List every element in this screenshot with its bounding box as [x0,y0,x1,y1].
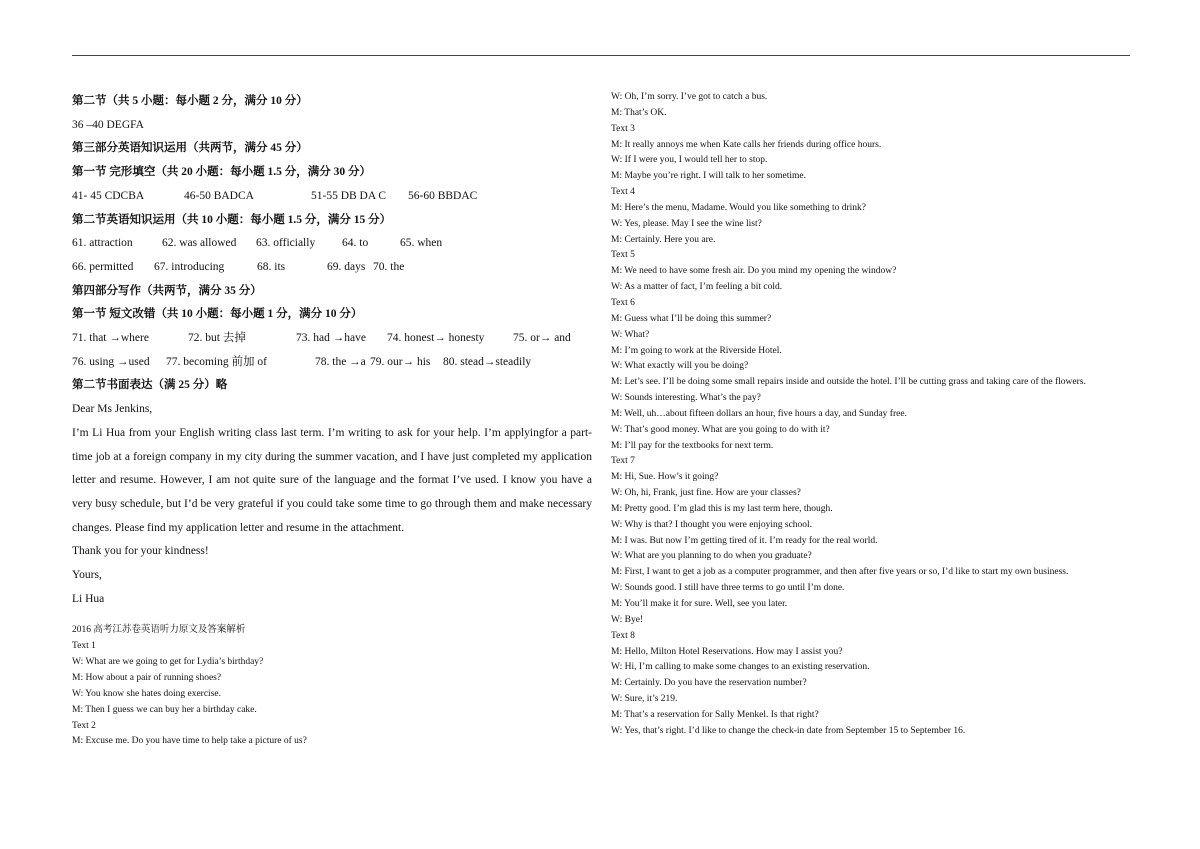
transcript-line: W: Hi, I’m calling to make some changes to an existing reservation. [611,662,870,673]
correction-row-1 [72,327,592,351]
grammar-title: 第二节英语知识运用（共 10 小题：每小题 1.5 分，满分 15 分） [72,213,392,226]
essay-title: 第二节书面表达（满 25 分）略 [72,379,228,392]
grammar-answer: 68. its [257,260,286,273]
correction-answer: 77. becoming 前加 of [166,355,267,368]
transcript-line: M: Excuse me. Do you have time to help take a picture of us? [72,736,307,747]
transcript-line: W: If I were you, I would tell her to stop. [611,155,768,166]
transcript-line: M: It really annoys me when Kate calls her friends during office hours. [611,139,882,150]
grammar-answer: 63. officially [256,237,316,250]
transcript-line: W: What? [611,329,650,340]
part-4-title: 第四部分写作（共两节，满分 35 分） [72,284,262,297]
transcript-line: W: Sounds interesting. What’s the pay? [611,393,761,404]
correction-answer: 76. using →used [72,355,150,368]
transcript-line: M: Certainly. Do you have the reservation number? [611,678,807,689]
grammar-answer: 69. days [327,260,366,273]
transcript-line: M: You’ll make it for sure. Well, see you later. [611,599,788,609]
letter-salutation: Dear Ms Jenkins, [72,403,153,416]
transcript-line: M: How about a pair of running shoes? [72,673,222,683]
section-2-answer: 36 –40 DEGFA [72,118,144,131]
right-column [611,90,1129,740]
transcript-line: Text 2 [72,720,96,731]
correction-answer: 80. stead→steadily [443,355,532,368]
letter-signature: Li Hua [72,592,105,605]
header-rule [72,55,1130,56]
letter-body: I’m Li Hua from your English writing class last term. I’m writing to ask for your help. I’m applyingfor a part-time job at a foreign company in my city during the summer vacation, and I have just completed my application letter and resume. However, I am not quite sure of the language and the format I’ve used. I know you have a very busy schedule, but I’d be very grateful if you could take some time to go through them and make necessary changes. Please find my application letter and resume in the attachment. [72,426,592,534]
transcript-line: M: Let’s see. I’ll be doing some small repairs inside and outside the hotel. I’ll be cutting grass and taking care of the flowers. [611,377,1086,388]
transcript-line: Text 3 [611,123,635,134]
transcript-line: M: First, I want to get a job as a computer programmer, and then after five years or so, I’d like to start my own business. [611,567,1069,578]
transcript-line: W: Yes, that’s right. I’d like to change the check-in date from September 15 to September 16. [611,725,966,736]
correction-row-2 [72,351,592,375]
transcript-line: W: Sure, it’s 219. [611,694,678,705]
transcript-line: Text 4 [611,187,635,198]
cloze-answer: 41- 45 CDCBA [72,189,145,202]
correction-answer: 74. honest→ honesty [387,332,485,345]
transcript-line: M: Then I guess we can buy her a birthday cake. [72,704,257,715]
transcript-line: W: Yes, please. May I see the wine list? [611,218,762,229]
transcript-line: M: I was. But now I’m getting tired of it. I’m ready for the real world. [611,535,878,546]
transcript-line: M: Well, uh…about fifteen dollars an hour, five hours a day, and Sunday free. [611,408,907,419]
transcript-line: W: That’s good money. What are you going to do with it? [611,424,830,435]
transcript-line: M: Guess what I’ll be doing this summer? [611,313,772,324]
transcript-line: M: Pretty good. I’m glad this is my last term here, though. [611,503,833,514]
transcript-line: W: Oh, hi, Frank, just fine. How are your classes? [611,488,801,499]
transcript-line: M: I’ll pay for the textbooks for next term. [611,440,774,451]
letter-thanks: Thank you for your kindness! [72,545,209,558]
grammar-answer: 70. the [373,260,405,273]
cloze-title: 第一节 完形填空（共 20 小题：每小题 1.5 分，满分 30 分） [72,166,371,179]
transcript-line: W: What exactly will you be doing? [611,361,749,372]
grammar-answer: 67. introducing [154,260,225,273]
part-3-title: 第三部分英语知识运用（共两节，满分 45 分） [72,142,308,155]
transcript-line: W: What are you planning to do when you graduate? [611,551,812,562]
correction-answer: 75. or→ and [513,332,571,345]
section-2-title: 第二节（共 5 小题：每小题 2 分，满分 10 分） [72,95,308,107]
transcript-line: Text 1 [72,641,96,652]
transcript-line: M: Maybe you’re right. I will talk to her sometime. [611,171,806,182]
transcript-line: M: Hi, Sue. How’s it going? [611,472,719,483]
transcript-line: M: That’s OK. [611,107,667,118]
transcript-line: Text 7 [611,456,635,467]
grammar-row-1 [72,232,592,256]
cloze-answer: 51-55 DB DA C [311,189,387,202]
grammar-answer: 62. was allowed [162,237,237,250]
transcript-line: M: Hello, Milton Hotel Reservations. How may I assist you? [611,646,843,657]
transcript-line: W: Why is that? I thought you were enjoying school. [611,519,813,530]
correction-answer: 72. but 去掉 [188,332,246,345]
transcript-line: W: Bye! [611,614,644,625]
letter-closing: Yours, [72,569,102,582]
transcript-line: W: Oh, I’m sorry. I’ve got to catch a bus. [611,92,768,102]
transcript-line: W: You know she hates doing exercise. [72,688,221,699]
transcript-line: Text 8 [611,630,635,641]
transcript-line: M: I’m going to work at the Riverside Hotel. [611,345,782,356]
transcript-line: Text 5 [611,250,635,261]
transcript-line: W: Sounds good. I still have three terms to go until I’m done. [611,583,845,594]
transcript-line: Text 6 [611,297,635,308]
correction-answer: 73. had →have [296,332,366,345]
correction-answer: 71. that →where [72,332,149,345]
transcript-line: M: Here’s the menu, Madame. Would you like something to drink? [611,202,866,213]
grammar-row-2 [72,256,592,280]
cloze-answer: 56-60 BBDAC [408,189,478,202]
left-column [72,90,592,750]
grammar-answer: 65. when [400,237,443,250]
transcript-line: W: As a matter of fact, I’m feeling a bit cold. [611,282,783,293]
grammar-answer: 66. permitted [72,260,134,273]
transcript-line: M: Certainly. Here you are. [611,234,716,245]
correction-title: 第一节 短文改错（共 10 小题：每小题 1 分，满分 10 分） [72,308,363,321]
grammar-answer: 64. to [342,237,369,250]
correction-answer: 78. the →a [315,355,366,368]
cloze-answers [72,185,592,209]
correction-answer: 79. our→ his [370,355,431,368]
cloze-answer: 46-50 BADCA [184,189,254,202]
transcript-line: M: We need to have some fresh air. Do you mind my opening the window? [611,266,897,277]
transcript-title: 2016 高考江苏卷英语听力原文及答案解析 [72,625,246,636]
grammar-answer: 61. attraction [72,237,133,250]
transcript-line: M: That’s a reservation for Sally Menkel. Is that right? [611,709,819,720]
transcript-line: W: What are we going to get for Lydia’s birthday? [72,657,264,668]
